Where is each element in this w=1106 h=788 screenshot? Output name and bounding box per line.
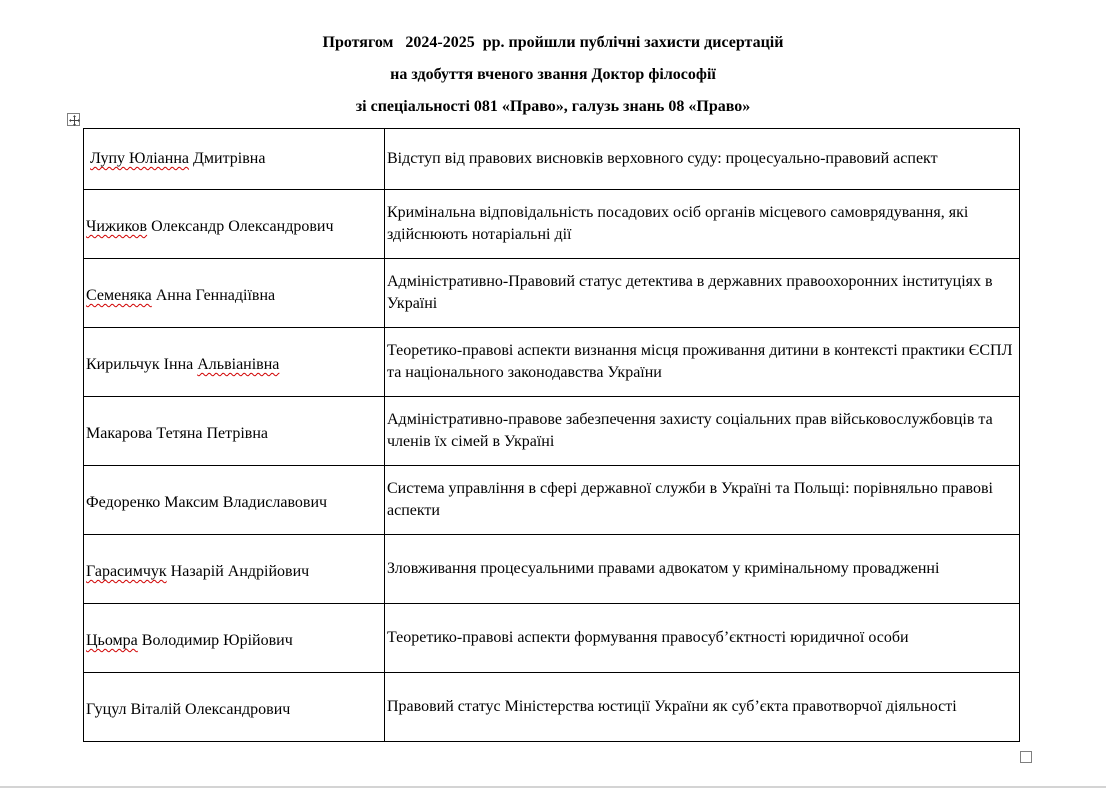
candidate-name-cell[interactable] [84,259,385,328]
dissertation-topic: Адміністративно-правове забезпечення захисту соціальних прав військовослужбовців та членів їх сімей в Україні [387,411,993,450]
table-move-handle-icon[interactable] [67,113,80,126]
spellcheck-underlined-text: Чижиков [86,218,148,235]
dissertations-table [83,128,1020,742]
heading-line-3: зі спеціальності 081 «Право», галузь знань 08 «Право» [355,98,751,115]
table-row [84,328,1020,397]
dissertation-topic: Зловживання процесуальними правами адвокатом у кримінальному провадженні [387,560,940,577]
dissertation-topic-cell[interactable] [385,129,1020,190]
candidate-name [86,632,293,649]
candidate-name [86,287,275,304]
candidate-name-text: Володимир Юрійович [137,632,293,649]
candidate-name: Макарова Тетяна Петрівна [86,425,268,442]
dissertation-topic: Адміністративно-Правовий статус детектива в державних правоохоронних інституціях в Україні [387,273,993,312]
heading-line-1: Протягом 2024-2025 рр. пройшли публічні захисти дисертацій [322,34,784,51]
candidate-name-text: Кирильчук Інна [86,356,198,373]
table-row [84,673,1020,742]
dissertation-topic-cell[interactable] [385,466,1020,535]
dissertation-topic: Теоретико-правові аспекти формування правосуб’єктності юридичної особи [387,629,909,646]
spellcheck-underlined-text: Гарасимчук [86,563,167,580]
table-row [84,397,1020,466]
table-row [84,190,1020,259]
dissertation-topic: Теоретико-правові аспекти визнання місця проживання дитини в контексті практики ЄСПЛ та національного законодавства України [387,342,1013,381]
candidate-name-text: Назарій Андрійович [166,563,310,580]
dissertation-topic: Система управління в сфері державної служби в Україні та Польщі: порівняльно правові аспекти [387,480,993,519]
candidate-name-cell[interactable] [84,397,385,466]
dissertation-topic-cell[interactable] [385,190,1020,259]
candidate-name-text: Олександр Олександрович [147,218,334,235]
table-row [84,259,1020,328]
dissertation-topic: Кримінальна відповідальність посадових осіб органів місцевого самоврядування, які здійснюють нотаріальні дії [387,204,969,243]
dissertation-topic: Відступ від правових висновків верховного суду: процесуально-правовий аспект [387,150,938,167]
candidate-name: Гуцул Віталій Олександрович [86,701,291,718]
table-row [84,535,1020,604]
candidate-name-text: Дмитрівна [189,150,266,167]
dissertation-topic-cell[interactable] [385,259,1020,328]
text-cursor-caret [1019,616,1020,633]
candidate-name-cell[interactable] [84,466,385,535]
spellcheck-underlined-text: Цьомра [86,632,138,649]
table-resize-handle-icon[interactable] [1020,751,1032,763]
dissertation-topic-cell[interactable] [385,673,1020,742]
heading-line-2: на здобуття вченого звання Доктор філософії [390,66,716,83]
candidate-name-cell[interactable] [84,604,385,673]
dissertation-topic-cell[interactable] [385,328,1020,397]
spellcheck-underlined-text: Семеняка [86,287,152,304]
candidate-name [86,218,334,235]
candidate-name-cell[interactable] [84,328,385,397]
spellcheck-underlined-text: Альвіанівна [197,356,280,373]
candidate-name-text: Анна Геннадіївна [151,287,276,304]
candidate-name-cell[interactable] [84,673,385,742]
dissertation-topic-cell[interactable] [385,604,1020,673]
dissertation-topic-cell[interactable] [385,535,1020,604]
candidate-name: Федоренко Максим Владиславович [86,494,328,511]
dissertation-topic: Правовий статус Міністерства юстиції України як суб’єкта правотворчої діяльності [387,698,957,715]
candidate-name-cell[interactable] [84,535,385,604]
table-row [84,129,1020,190]
candidate-name [86,563,309,580]
candidate-name-cell[interactable] [84,129,385,190]
table-row [84,466,1020,535]
dissertation-topic-cell[interactable] [385,397,1020,466]
spellcheck-underlined-text: Лупу Юліанна [90,150,190,167]
candidate-name [86,150,265,167]
table-row [84,604,1020,673]
candidate-name-cell[interactable] [84,190,385,259]
candidate-name [86,356,279,373]
